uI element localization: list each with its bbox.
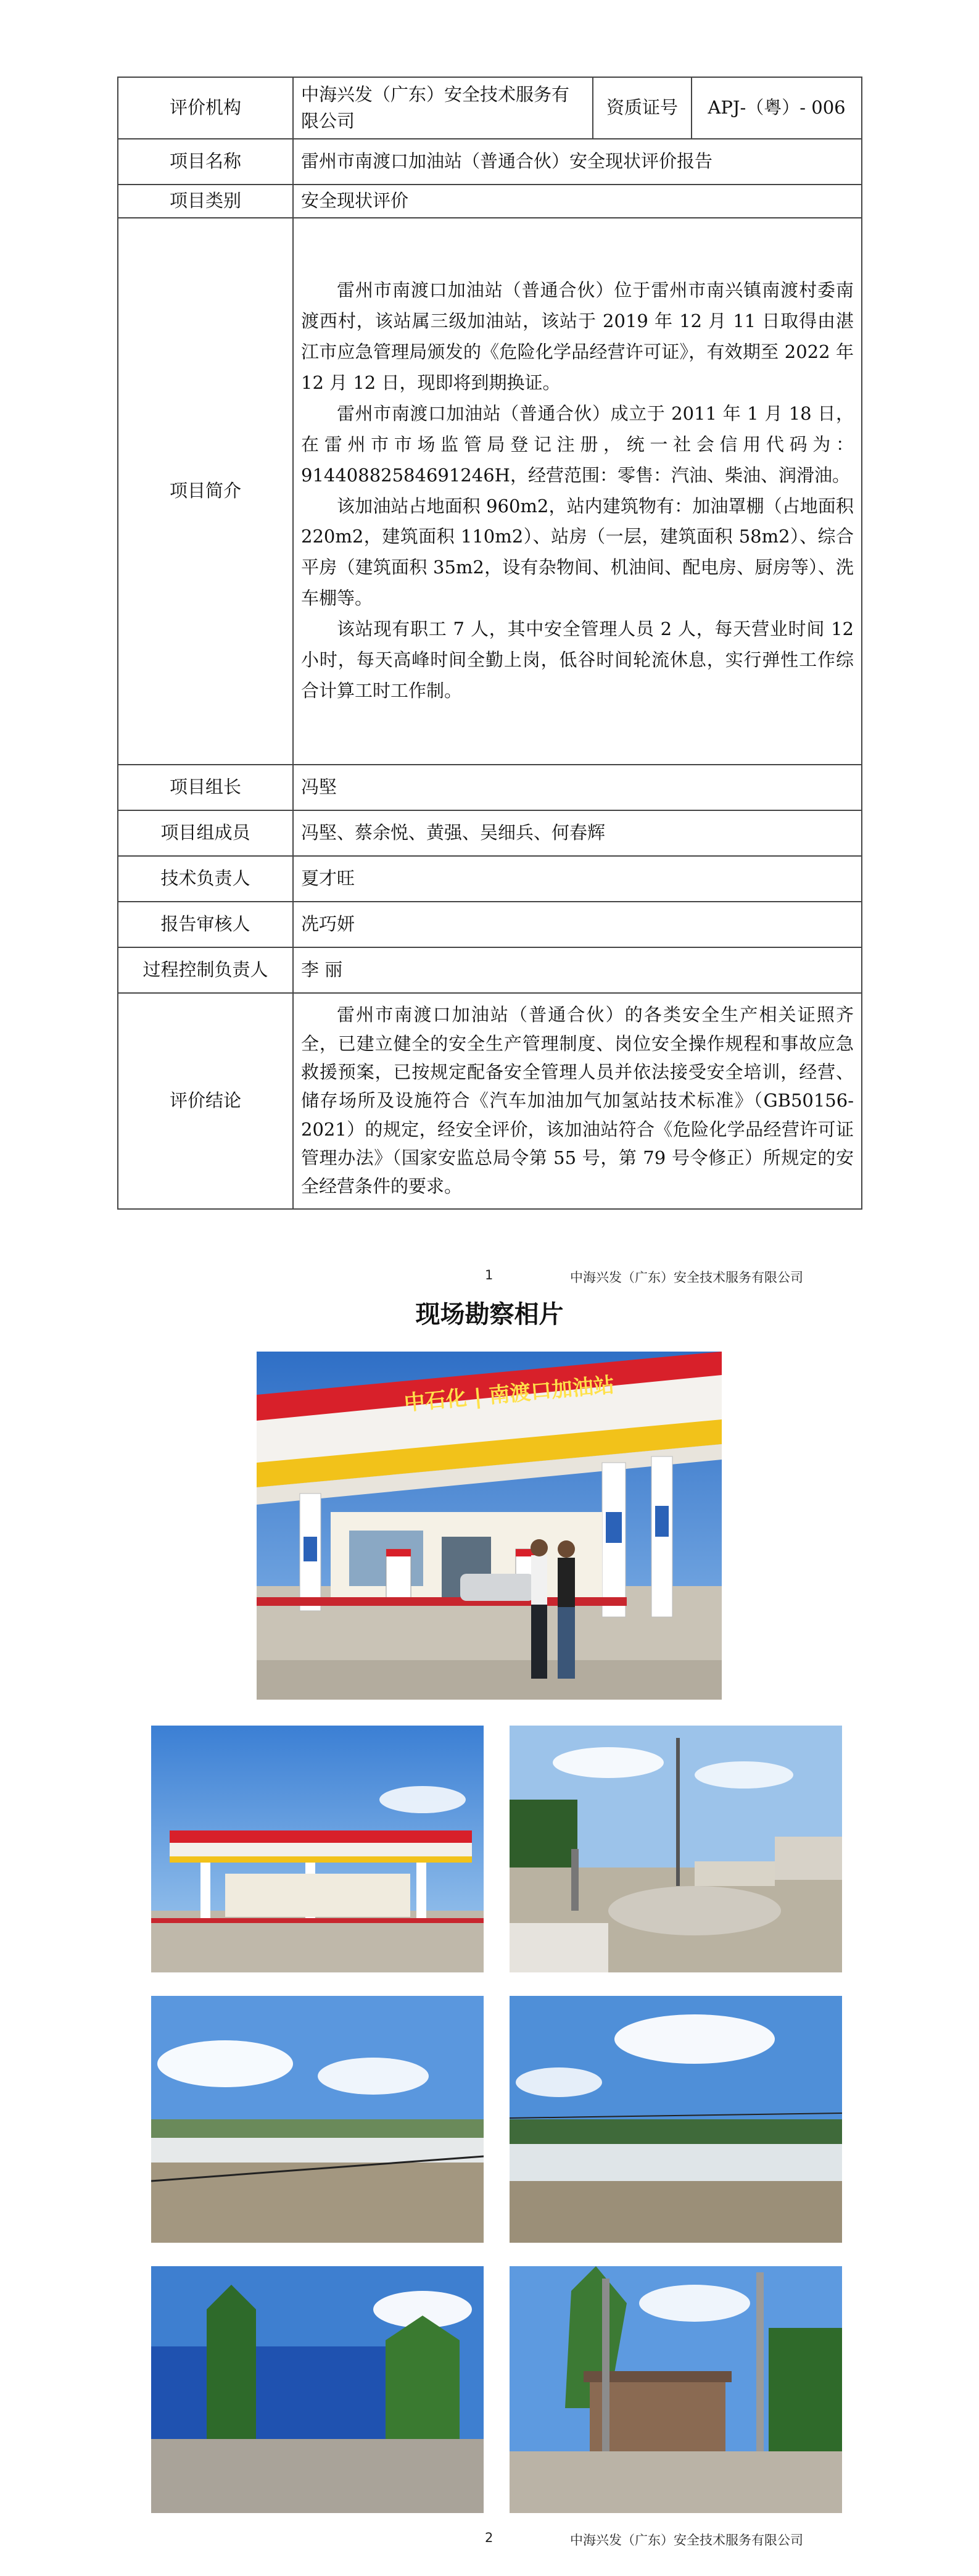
page-number: 2 — [485, 2530, 494, 2545]
conclusion-text: 雷州市南渡口加油站（普通合伙）的各类安全生产相关证照齐全，已建立健全的安全生产管理制度、岗位安全操作规程和事故应急救援预案，已按规定配备安全管理人员并依法接受安全培训，经营、储存场所及设施符合《汽车加油加气加氢站技术标准》（GB50156-2021）的规定，经安全评价，该加油站符合《危险化学品经营许可证管理办法》（国家安监总局令第 55 号，第 79 号令修正）所规定的安全经营条件的要求。 — [301, 1004, 854, 1197]
photo-section-title: 现场勘察相片 — [415, 1300, 564, 1329]
reviewer-label: 报告审核人 — [118, 902, 293, 947]
intro-paragraph: 该站现有职工 7 人，其中安全管理人员 2 人，每天营业时间 12 小时，每天高峰时间全勤上岗，低谷时间轮流休息，实行弹性工作综合计算工时工作制。 — [301, 618, 854, 701]
intro-paragraph: 雷州市南渡口加油站（普通合伙）位于雷州市南兴镇南渡村委南渡西村，该站属三级加油站，该站于 2019 年 12 月 11 日取得由湛江市应急管理局颁发的《危险化学品经营许可证》，有效期至 2022 年 12 月 12 日，现即将到期换证。 — [301, 280, 854, 393]
org-value: 中海兴发（广东）安全技术服务有限公司 — [293, 77, 593, 139]
process-value: 李 丽 — [293, 947, 862, 993]
project-name-value: 雷州市南渡口加油站（普通合伙）安全现状评价报告 — [293, 139, 862, 185]
site-photo-station-front — [151, 1726, 484, 1972]
site-photo-warehouse — [151, 2266, 484, 2513]
intro-text — [293, 218, 862, 765]
members-value: 冯堅、蔡余悦、黄强、吴细兵、何春辉 — [293, 810, 862, 856]
intro-paragraph: 该加油站占地面积 960m2，站内建筑物有：加油罩棚（占地面积 220m2，建筑面积 110m2）、站房（一层，建筑面积 58m2）、综合平房（建筑面积 35m2，设有杂物间、机油间、配电房、厨房等）、洗车棚等。 — [301, 495, 854, 609]
site-photo-tank-area — [510, 1726, 842, 1972]
project-type-label: 项目类别 — [118, 185, 293, 218]
conclusion-label: 评价结论 — [118, 993, 293, 1209]
reviewer-value: 冼巧妍 — [293, 902, 862, 947]
members-label: 项目组成员 — [118, 810, 293, 856]
report-info-table — [117, 77, 862, 1210]
cert-label: 资质证号 — [593, 77, 692, 139]
site-photo-surroundings-east — [151, 1996, 484, 2243]
leader-value: 冯堅 — [293, 765, 862, 810]
org-label: 评价机构 — [118, 77, 293, 139]
intro-label: 项目简介 — [118, 218, 293, 765]
leader-label: 项目组长 — [118, 765, 293, 810]
site-photo-village-house — [510, 2266, 842, 2513]
site-photo-surroundings-west — [510, 1996, 842, 2243]
project-type-value: 安全现状评价 — [293, 185, 862, 218]
conclusion-value — [293, 993, 862, 1209]
page-footer: 中海兴发（广东）安全技术服务有限公司 — [570, 1270, 803, 1285]
canopy-sign-text: 中石化 | 南渡口加油站 — [403, 1373, 616, 1416]
tech-label: 技术负责人 — [118, 856, 293, 902]
intro-paragraph: 雷州市南渡口加油站（普通合伙）成立于 2011 年 1 月 18 日，在雷州市市场监管局登记注册，统一社会信用代码为：91440882584691246H，经营范围：零售：汽油、柴油、润滑油。 — [301, 402, 854, 486]
site-photo-main — [257, 1352, 722, 1700]
page-number: 1 — [485, 1268, 494, 1282]
project-name-label: 项目名称 — [118, 139, 293, 185]
tech-value: 夏才旺 — [293, 856, 862, 902]
process-label: 过程控制负责人 — [118, 947, 293, 993]
page-footer: 中海兴发（广东）安全技术服务有限公司 — [570, 2533, 803, 2548]
cert-value: APJ-（粤）- 006 — [692, 77, 862, 139]
